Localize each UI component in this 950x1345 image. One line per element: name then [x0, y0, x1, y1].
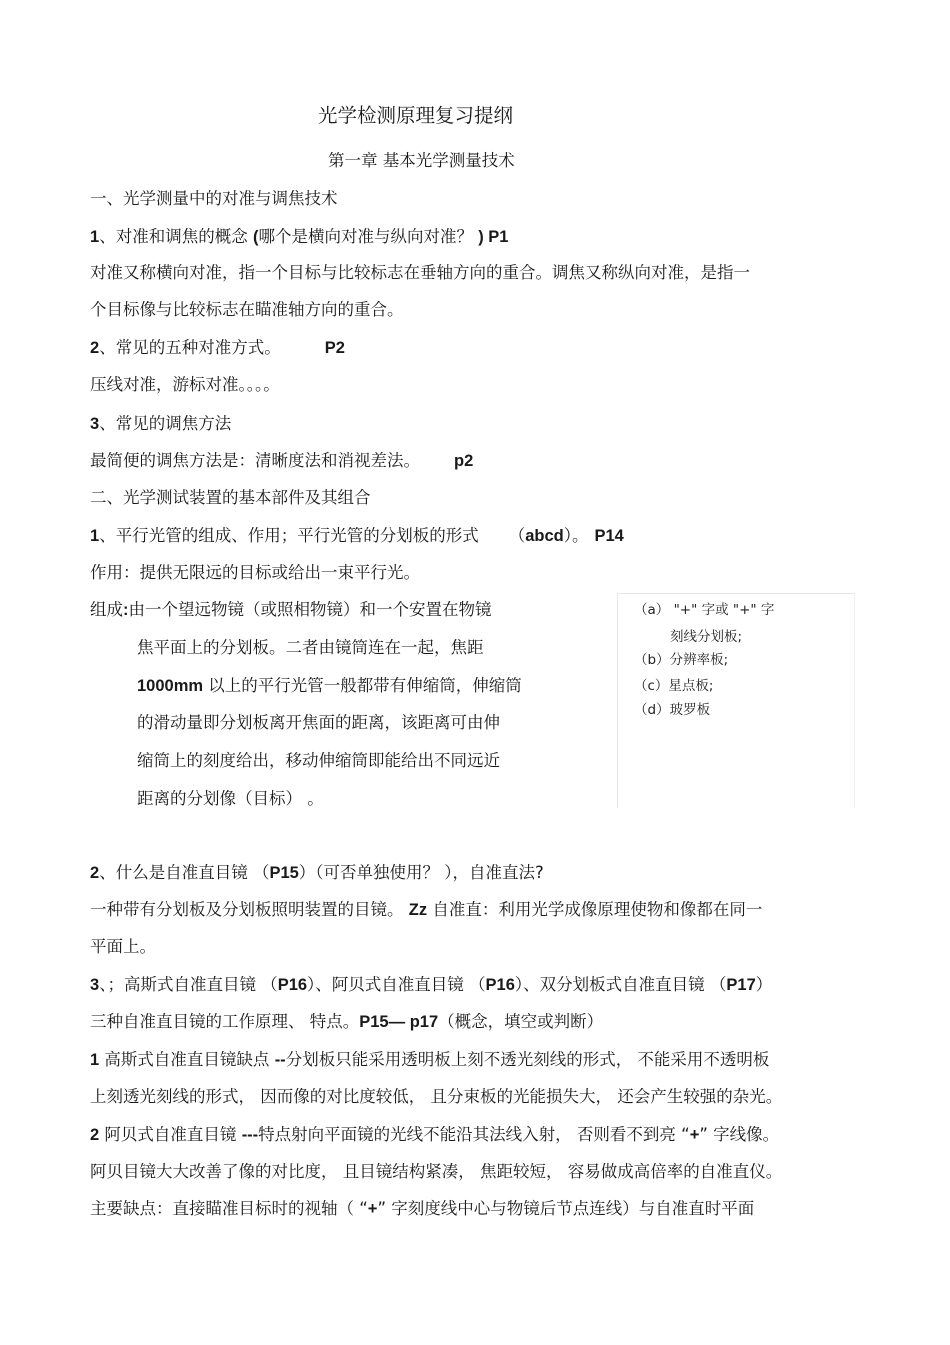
chapter-heading: 第一章 基本光学测量技术: [328, 151, 515, 170]
reticle-type-b: （b）分辨率板;: [634, 652, 729, 668]
question-4: [90, 526, 624, 546]
answer-5-line-1: [90, 900, 762, 920]
plus-symbol: +: [367, 1200, 378, 1218]
question-text: 、常见的调焦方法: [99, 414, 232, 433]
answer-4-role: 作用：提供无限远的目标或给出一束平行光。: [90, 563, 420, 582]
question-text: 、常见的五种对准方式。: [99, 338, 281, 357]
answer-4-composition-line-4: 的滑动量即分划板离开焦面的距离，该距离可由伸: [137, 713, 500, 732]
question-number: 2: [90, 339, 100, 357]
question-number: 1: [90, 527, 100, 545]
page-reference: P16: [277, 976, 308, 994]
item-number: 1: [90, 1051, 100, 1069]
composition-colon: :: [123, 601, 129, 619]
question-6: [90, 975, 772, 995]
reticle-type-d: （d）玻罗板: [634, 702, 711, 718]
answer-text: 分划板只能采用透明板上刻不透光刻线的形式， 不能采用不透明板: [285, 1050, 770, 1069]
question-1: [90, 227, 508, 247]
document-title: 光学检测原理复习提纲: [318, 104, 514, 127]
composition-label: 组成: [90, 600, 123, 619]
question-number: 3: [90, 415, 100, 433]
answer-6-1-line-2: 上刻透光刻线的形式， 因而像的对比度较低， 且分束板的光能损失大， 还会产生较强的杂光。: [90, 1087, 783, 1106]
answer-2: 压线对准，游标对准。。。。: [90, 375, 280, 394]
question-detail: ）（可否单独使用？ ），自准直法?: [298, 863, 544, 882]
answer-text: 特点射向平面镜的光线不能沿其法线入射， 否则看不到亮 “: [258, 1125, 690, 1144]
answer-4-composition-line-5: 缩筒上的刻度给出，移动伸缩筒即能给出不同远近: [137, 751, 500, 770]
answer-text: 自准直：利用光学成像原理使物和像都在同一: [427, 900, 763, 919]
question-5: [90, 863, 544, 883]
answer-text: 阿贝式自准直目镜: [99, 1125, 242, 1144]
item-number: 2: [90, 1126, 100, 1144]
question-text: 、对准和调焦的概念: [99, 227, 253, 246]
question-paren: (: [252, 228, 259, 246]
question-detail: （概念，填空或判断）: [438, 1012, 604, 1031]
question-number: 2: [90, 864, 100, 882]
question-number: 3: [90, 976, 100, 994]
answer-3: [90, 451, 473, 471]
question-number: 1: [90, 228, 100, 246]
answer-4-composition-line-2: 焦平面上的分划板。二者由镜筒连在一起，焦距: [137, 638, 484, 657]
answer-4-composition-line-6: 距离的分划像（目标） 。: [137, 789, 324, 808]
answer-text: ” 字刻度线中心与物镜后节点连线）与自准直时平面: [377, 1199, 755, 1218]
section-heading-1: 一、光学测量中的对准与调焦技术: [90, 189, 338, 208]
answer-text: 最简便的调焦方法是：清晰度法和消视差法。: [90, 451, 420, 470]
page-reference: P14: [594, 527, 624, 545]
dash: ---: [241, 1126, 259, 1144]
reticle-type-a-continued: 刻线分划板;: [670, 629, 743, 645]
answer-4-composition-line-3: [137, 676, 522, 696]
question-text: 、平行光管的组成、作用；平行光管的分划板的形式: [99, 526, 479, 545]
question-text: 、；高斯式自准直目镜 （: [99, 975, 278, 994]
question-text: ）: [755, 975, 773, 994]
section-heading-2: 二、光学测试装置的基本部件及其组合: [90, 488, 371, 507]
page-reference: p2: [454, 452, 474, 470]
answer-6-2-line-1: [90, 1125, 779, 1145]
question-paren: （: [508, 526, 526, 545]
question-6-line-2: [90, 1012, 603, 1032]
answer-6-2-line-3: [90, 1199, 754, 1219]
page-reference: P15— p17: [359, 1013, 439, 1031]
answer-6-2-line-2: 阿贝目镜大大改善了像的对比度， 且目镜结构紧凑， 焦距较短， 容易做成高倍率的自准直仪。: [90, 1162, 783, 1181]
answer-4-composition-line-1: [90, 600, 492, 620]
page-reference: P17: [726, 976, 756, 994]
composition-text: 由一个望远物镜（或照相物镜）和一个安置在物镜: [128, 600, 492, 619]
page-reference: P15: [269, 864, 299, 882]
answer-text: 主要缺点：直接瞄准目标时的视轴（ “: [90, 1199, 368, 1218]
question-close: ）。: [563, 526, 589, 545]
composition-text: 以上的平行光管一般都带有伸缩筒，伸缩筒: [203, 676, 522, 695]
plus-symbol: +: [689, 1126, 700, 1144]
answer-text: 高斯式自准直目镜缺点: [99, 1050, 275, 1069]
answer-1-line-2: 个目标像与比较标志在瞄准轴方向的重合。: [90, 300, 404, 319]
reticle-types-box: [617, 593, 855, 808]
answer-text: ” 字线像。: [699, 1125, 780, 1144]
question-text: ）、阿贝式自准直目镜 （: [307, 975, 486, 994]
dash: --: [274, 1051, 286, 1069]
abbreviation: Zz: [408, 901, 428, 919]
page-reference: ) P1: [478, 228, 509, 246]
question-3: [90, 414, 231, 434]
question-text: 三种自准直目镜的工作原理、 特点。: [90, 1012, 360, 1031]
question-detail: 哪个是横向对准与纵向对准？: [258, 227, 479, 246]
reticle-type-a: （a） "+" 字或 "+" 字: [634, 602, 775, 618]
question-text: 、什么是自准直目镜 （: [99, 863, 270, 882]
page-reference: P16: [485, 976, 515, 994]
question-2: [90, 338, 345, 358]
answer-1-line-1: 对准又称横向对准，指一个目标与比较标志在垂轴方向的重合。调焦又称纵向对准，是指一: [90, 263, 750, 282]
page-reference: P2: [324, 339, 345, 357]
reticle-type-c: （c）星点板;: [634, 678, 714, 694]
answer-text: 一种带有分划板及分划板照明装置的目镜。: [90, 900, 409, 919]
answer-6-1-line-1: [90, 1050, 769, 1070]
reticle-codes: abcd: [525, 527, 564, 545]
focal-length-value: 1000mm: [137, 677, 204, 695]
answer-5-line-2: 平面上。: [90, 937, 156, 956]
question-text: ）、双分划板式自准直目镜 （: [514, 975, 727, 994]
